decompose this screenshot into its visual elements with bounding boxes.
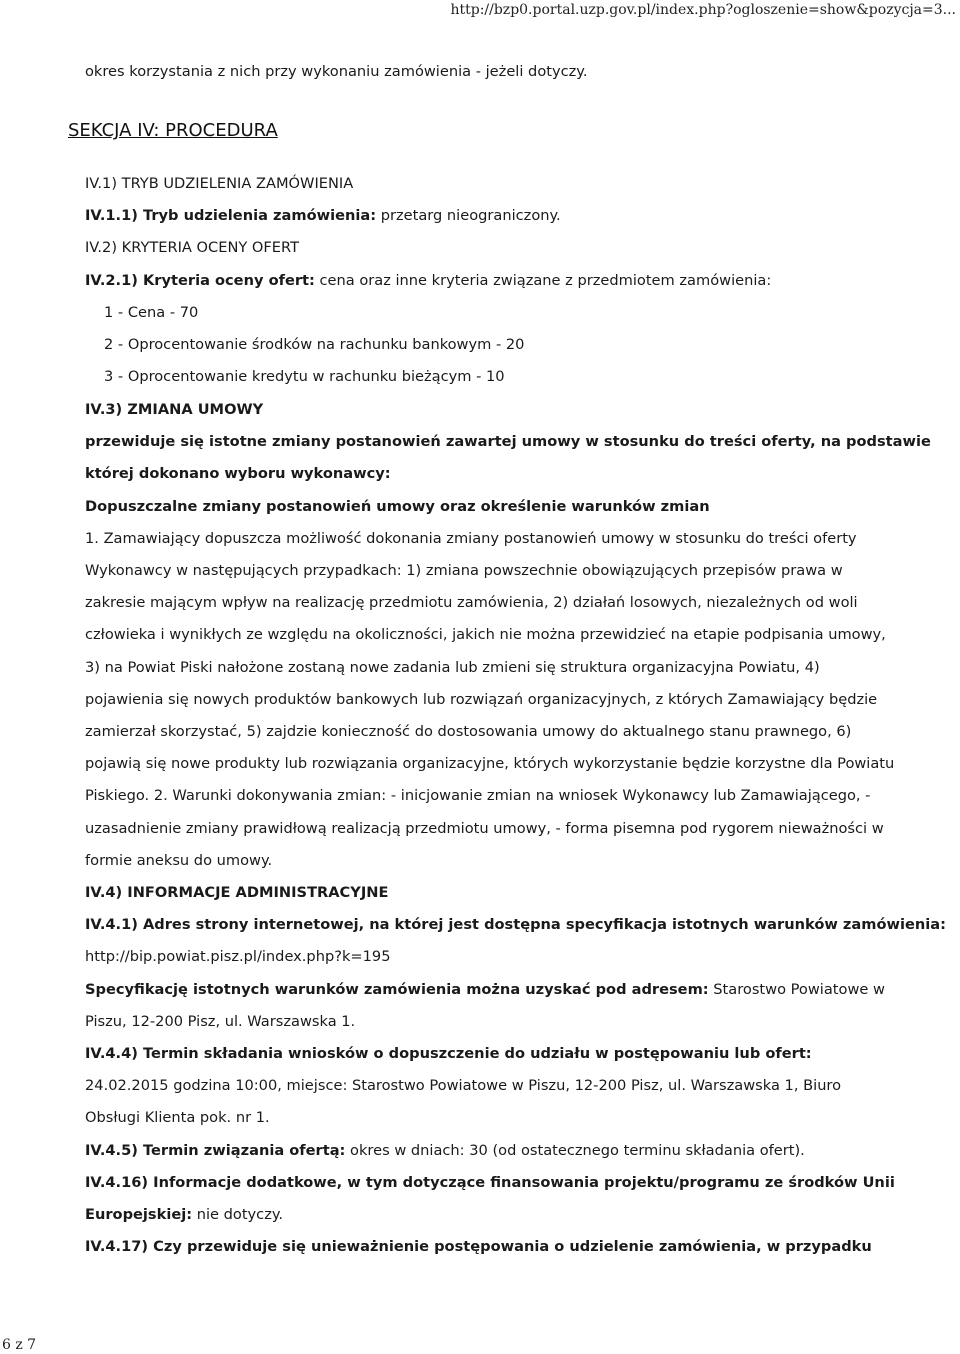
iv3-heading: IV.3) ZMIANA UMOWY bbox=[85, 401, 264, 418]
iv2-item bbox=[85, 265, 895, 297]
iv416-label: IV.4.16) Informacje dodatkowe, w tym dotyczące finansowania projektu/programu ze środków Unii Europejskiej: bbox=[85, 1173, 895, 1224]
iv45-item bbox=[85, 1135, 895, 1167]
iv1-item bbox=[85, 200, 895, 232]
page-url-header: http://bzp0.portal.uzp.gov.pl/index.php?ogloszenie=show&pozycja=3... bbox=[450, 2, 956, 18]
iv44-label: IV.4.4) Termin składania wniosków o dopuszczenie do udziału w postępowaniu lub ofert: bbox=[85, 1045, 812, 1063]
iv1-heading: IV.1) TRYB UDZIELENIA ZAMÓWIENIA bbox=[85, 175, 354, 192]
iv41-value: http://bip.powiat.pisz.pl/index.php?k=195 bbox=[85, 948, 391, 966]
section-title: SEKCJA IV: PROCEDURA bbox=[68, 120, 278, 141]
iv1-item-value: przetarg nieograniczony. bbox=[376, 207, 561, 225]
procedure-block bbox=[85, 168, 895, 393]
iv45-value: okres w dniach: 30 (od ostatecznego terminu składania ofert). bbox=[345, 1141, 805, 1159]
iv3-line2: której dokonano wyboru wykonawcy: bbox=[85, 465, 391, 483]
contract-change-block bbox=[85, 394, 946, 1263]
iv44-value: 24.02.2015 godzina 10:00, miejsce: Starostwo Powiatowe w Piszu, 12-200 Pisz, ul. Warszawska 1, Biuro Obsługi Klienta pok. nr 1. bbox=[85, 1077, 842, 1127]
iv3-subheading: Dopuszczalne zmiany postanowień umowy oraz określenie warunków zmian bbox=[85, 497, 710, 515]
iv416-value: nie dotyczy. bbox=[192, 1206, 284, 1224]
iv416-item bbox=[85, 1167, 895, 1231]
iv45-label: IV.4.5) Termin związania ofertą: bbox=[85, 1141, 346, 1159]
iv44-item bbox=[85, 1038, 895, 1135]
iv3-body: 1. Zamawiający dopuszcza możliwość dokonania zmiany postanowień umowy w stosunku do treści oferty Wykonawcy w następujących przypadkach: 1) zmiana powszechnie obowiązujących przepisów prawa w zakresie mającym wpływ na realizację przedmiotu zamówienia, 2) działań losowych, niezależnych od woli człowieka i wynikłych ze względu na okoliczności, jakich nie można przewidzieć na etapie podpisania umowy, 3) na Powiat Piski nałożone zostaną nowe zadania lub zmieni się struktura organizacyjna Powiatu, 4) pojawienia się nowych produktów bankowych lub rozwiązań organizacyjnych, z których Zamawiający będzie zamierzał skorzystać, 5) zajdzie konieczność do dostosowania umowy do aktualnego stanu prawnego, 6) pojawią się nowe produkty lub rozwiązania organizacyjne, których wykorzystanie będzie korzystne dla Powiatu Piskiego. 2. Warunki dokonywania zmian: - inicjowanie zmian na wniosek Wykonawcy lub Zamawiającego, - uzasadnienie zmiany prawidłową realizacją przedmiotu umowy, - forma pisemna pod rygorem nieważności w formie aneksu do umowy. bbox=[85, 529, 895, 869]
page-number: 6 z 7 bbox=[2, 1337, 37, 1353]
iv4-heading: IV.4) INFORMACJE ADMINISTRACYJNE bbox=[85, 884, 389, 902]
spec-value: Starostwo Powiatowe w Piszu, 12-200 Pisz, ul. Warszawska 1. bbox=[85, 980, 885, 1030]
intro-text: okres korzystania z nich przy wykonaniu zamówienia - jeżeli dotyczy. bbox=[85, 63, 588, 80]
iv2-item-label: IV.2.1) Kryteria oceny ofert: bbox=[85, 271, 315, 289]
iv41-label: IV.4.1) Adres strony internetowej, na której jest dostępna specyfikacja istotnych warunków zamówienia: bbox=[85, 916, 946, 934]
spec-label: Specyfikację istotnych warunków zamówienia można uzyskać pod adresem: bbox=[85, 980, 709, 998]
iv1-item-label: IV.1.1) Tryb udzielenia zamówienia: bbox=[85, 207, 377, 225]
spec-address bbox=[85, 974, 895, 1038]
criterion-2: 2 - Oprocentowanie środków na rachunku bankowym - 20 bbox=[104, 336, 525, 354]
criterion-1: 1 - Cena - 70 bbox=[104, 303, 199, 321]
iv3-line1: przewiduje się istotne zmiany postanowień zawartej umowy w stosunku do treści oferty, na podstawie bbox=[85, 433, 931, 451]
iv417-label: IV.4.17) Czy przewiduje się unieważnienie postępowania o udzielenie zamówienia, w przypadku bbox=[85, 1238, 872, 1256]
iv2-item-value: cena oraz inne kryteria związane z przedmiotem zamówienia: bbox=[314, 271, 772, 289]
criterion-3: 3 - Oprocentowanie kredytu w rachunku bieżącym - 10 bbox=[104, 368, 505, 386]
iv2-heading: IV.2) KRYTERIA OCENY OFERT bbox=[85, 239, 300, 257]
